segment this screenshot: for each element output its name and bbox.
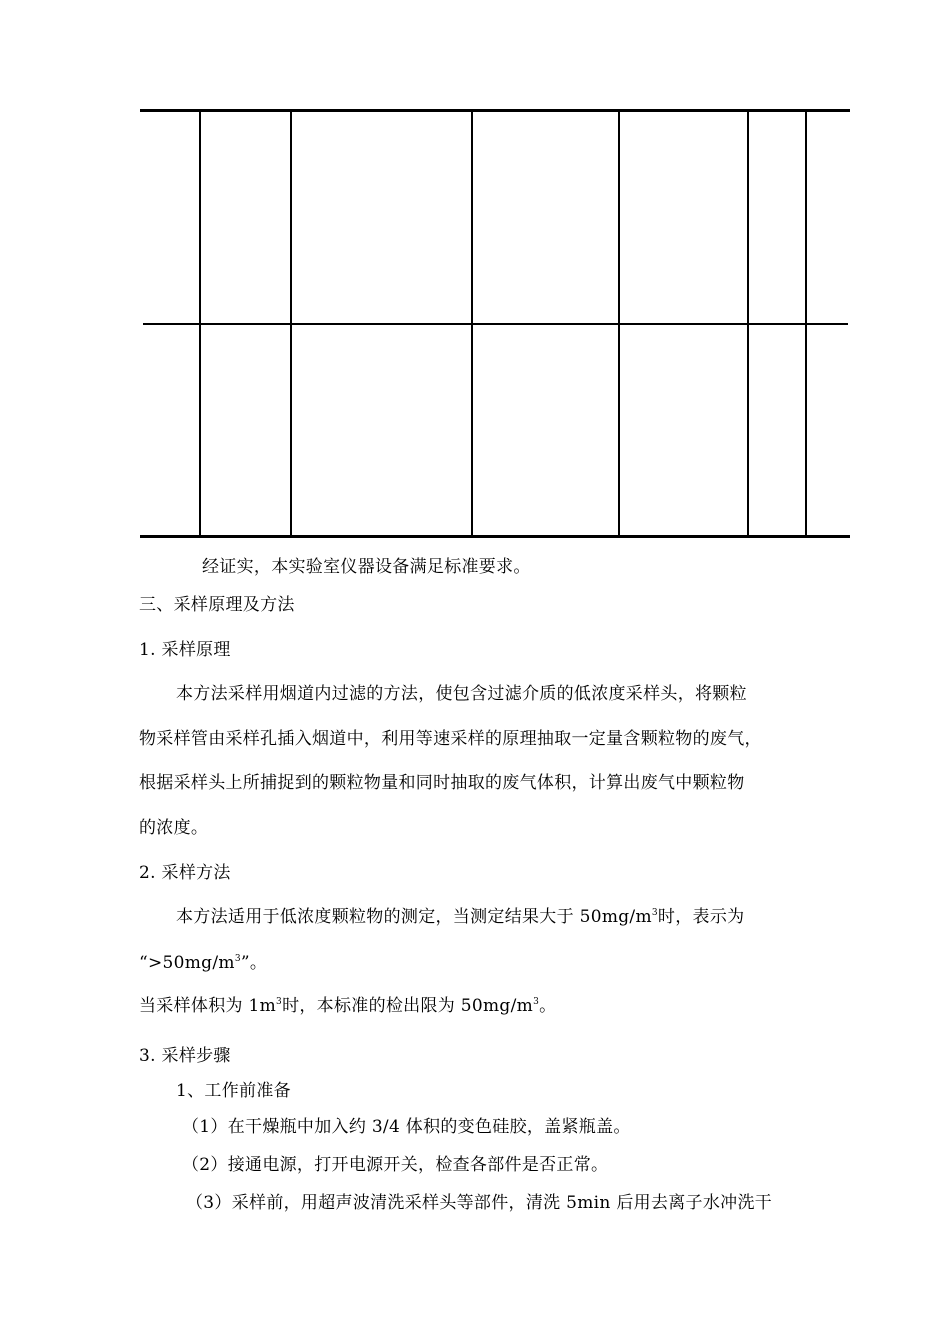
table-col-line [471,111,473,536]
superscript: 3 [234,954,241,964]
step-group-title: 1、工作前准备 [176,1081,291,1101]
table-col-line [199,111,201,536]
principle-line: 根据采样头上所捕捉到的颗粒物量和同时抽取的废气体积，计算出废气中颗粒物 [139,773,745,793]
method-text: 。 [539,996,557,1016]
method-text: 当采样体积为 1m [139,996,277,1016]
step-item: （3）采样前，用超声波清洗采样头等部件，清洗 5min 后用去离子水冲洗干 [186,1193,773,1213]
principle-line: 的浓度。 [139,818,209,838]
superscript: 3 [276,997,283,1007]
principle-line: 本方法采样用烟道内过滤的方法，使包含过滤介质的低浓度采样头，将颗粒 [176,684,747,704]
method-line [139,995,556,1017]
table-row-divider [143,323,848,325]
method-text: ”。 [240,953,268,973]
superscript: 3 [651,908,658,918]
principle-line: 物采样管由采样孔插入烟道中，利用等速采样的原理抽取一定量含颗粒物的废气， [139,729,762,749]
method-text: 本方法适用于低浓度颗粒物的测定，当测定结果大于 50mg/m [176,907,652,927]
superscript: 3 [533,997,540,1007]
section-heading: 三、采样原理及方法 [139,595,295,615]
step-item: （1）在干燥瓶中加入约 3/4 体积的变色硅胶，盖紧瓶盖。 [182,1117,631,1137]
step-item: （2）接通电源，打开电源开关，检查各部件是否正常。 [182,1155,609,1175]
table-col-line [747,111,749,536]
method-text: “>50mg/m [139,953,235,973]
table-bottom-border [140,535,850,538]
table-top-border [140,109,850,112]
method-text: 时，本标准的检出限为 50mg/m [282,996,534,1016]
table-col-line [618,111,620,536]
subsection-heading-steps: 3. 采样步骤 [139,1046,231,1066]
table-col-line [290,111,292,536]
subsection-heading-method: 2. 采样方法 [139,863,231,883]
method-text: 时，表示为 [657,907,745,927]
subsection-heading-principle: 1. 采样原理 [139,640,231,660]
method-line [139,952,267,974]
confirm-statement: 经证实，本实验室仪器设备满足标准要求。 [202,557,531,577]
table-col-line [805,111,807,536]
method-line [176,906,744,928]
